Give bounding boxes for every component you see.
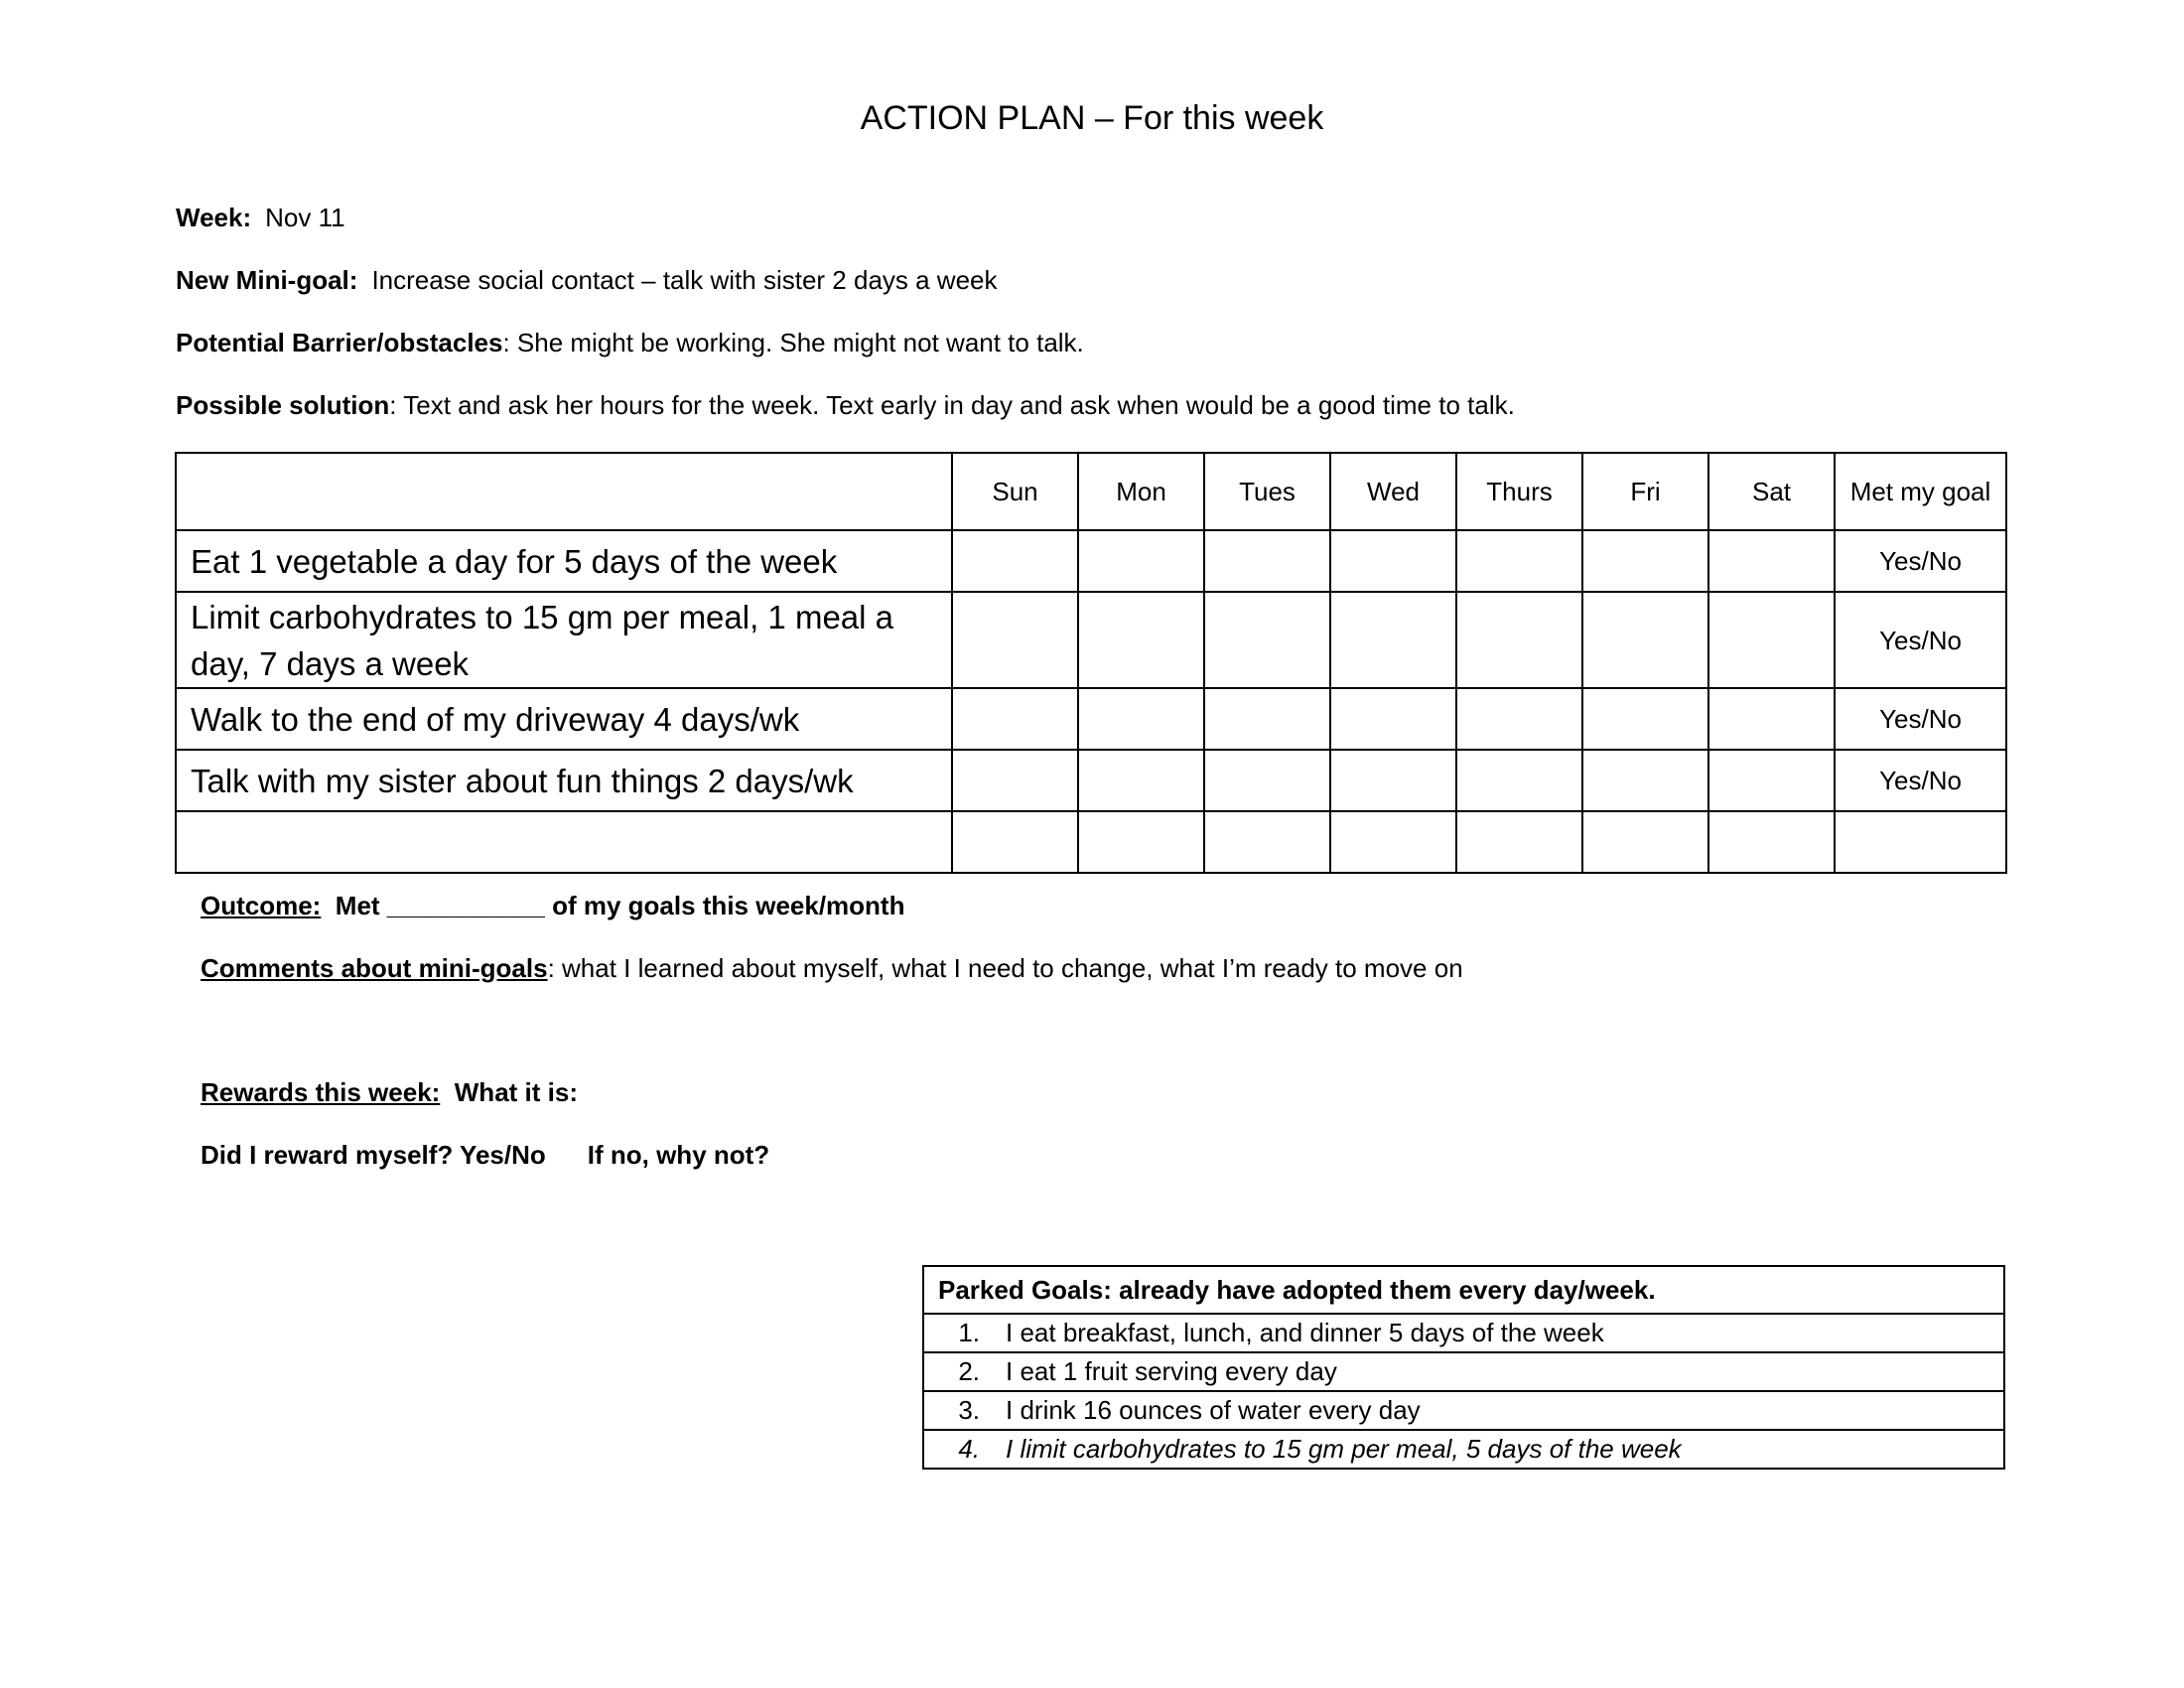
solution-label: Possible solution	[176, 390, 390, 420]
list-text: I limit carbohydrates to 15 gm per meal, 5 days of the week	[1006, 1434, 1682, 1464]
day-cell[interactable]	[1582, 750, 1708, 811]
parked-goals-header: Parked Goals: already have adopted them every day/week.	[923, 1266, 2004, 1314]
table-row	[176, 592, 2006, 688]
barrier-field	[176, 328, 1084, 358]
header-cell-goal	[176, 453, 952, 530]
day-cell[interactable]	[1330, 530, 1456, 592]
parked-goals-table	[922, 1265, 2005, 1470]
table-row	[176, 750, 2006, 811]
reward-followup: If no, why not?	[587, 1140, 770, 1170]
header-met-goal: Met my goal	[1835, 453, 2006, 530]
list-number: 4.	[958, 1434, 980, 1464]
day-cell[interactable]	[1330, 811, 1456, 873]
rewards-text: What it is:	[454, 1077, 578, 1107]
day-cell[interactable]	[1204, 592, 1330, 688]
day-cell[interactable]	[1708, 592, 1835, 688]
header-sun: Sun	[952, 453, 1078, 530]
day-cell[interactable]	[1708, 530, 1835, 592]
mini-goal-field	[176, 265, 998, 296]
list-number: 3.	[958, 1395, 980, 1425]
day-cell[interactable]	[1708, 811, 1835, 873]
goal-tracker-table	[175, 452, 2007, 874]
barrier-value: : She might be working. She might not want to talk.	[502, 328, 1084, 357]
day-cell[interactable]	[1204, 750, 1330, 811]
day-cell[interactable]	[1204, 811, 1330, 873]
list-item	[923, 1352, 2004, 1391]
day-cell[interactable]	[1330, 750, 1456, 811]
header-fri: Fri	[1582, 453, 1708, 530]
rewards-line	[201, 1077, 578, 1108]
header-wed: Wed	[1330, 453, 1456, 530]
list-text: I drink 16 ounces of water every day	[1006, 1395, 1421, 1425]
day-cell[interactable]	[1204, 530, 1330, 592]
week-value: Nov 11	[265, 203, 345, 232]
reward-question: Did I reward myself? Yes/No	[201, 1140, 546, 1170]
day-cell[interactable]	[952, 811, 1078, 873]
day-cell[interactable]	[1078, 592, 1204, 688]
goal-cell: Eat 1 vegetable a day for 5 days of the week	[176, 530, 952, 592]
list-item	[923, 1430, 2004, 1469]
day-cell[interactable]	[1708, 750, 1835, 811]
table-row	[176, 530, 2006, 592]
table-row	[176, 811, 2006, 873]
day-cell[interactable]	[1078, 750, 1204, 811]
goal-cell[interactable]	[176, 811, 952, 873]
day-cell[interactable]	[1582, 530, 1708, 592]
comments-text: : what I learned about myself, what I need to change, what I’m ready to move on	[547, 953, 1463, 983]
met-goal-cell[interactable]: Yes/No	[1835, 688, 2006, 750]
day-cell[interactable]	[952, 530, 1078, 592]
goal-cell: Walk to the end of my driveway 4 days/wk	[176, 688, 952, 750]
day-cell[interactable]	[1456, 811, 1582, 873]
outcome-text: Met ___________ of my goals this week/month	[335, 891, 905, 920]
goal-cell: Talk with my sister about fun things 2 days/wk	[176, 750, 952, 811]
list-text: I eat breakfast, lunch, and dinner 5 days of the week	[1006, 1318, 1604, 1347]
day-cell[interactable]	[952, 750, 1078, 811]
day-cell[interactable]	[1456, 750, 1582, 811]
week-field	[176, 203, 345, 233]
reward-question-line	[201, 1140, 769, 1171]
list-item	[923, 1391, 2004, 1430]
goal-cell: Limit carbohydrates to 15 gm per meal, 1 meal a day, 7 days a week	[176, 592, 952, 688]
day-cell[interactable]	[1078, 688, 1204, 750]
day-cell[interactable]	[1078, 530, 1204, 592]
met-goal-cell[interactable]: Yes/No	[1835, 592, 2006, 688]
day-cell[interactable]	[1456, 530, 1582, 592]
header-mon: Mon	[1078, 453, 1204, 530]
table-header-row	[176, 453, 2006, 530]
solution-value: : Text and ask her hours for the week. Text early in day and ask when would be a good time to talk.	[389, 390, 1515, 420]
day-cell[interactable]	[1456, 592, 1582, 688]
list-number: 2.	[958, 1356, 980, 1386]
header-thurs: Thurs	[1456, 453, 1582, 530]
outcome-label: Outcome:	[201, 891, 322, 920]
page-title: ACTION PLAN – For this week	[860, 99, 1324, 137]
met-goal-cell[interactable]: Yes/No	[1835, 530, 2006, 592]
header-tues: Tues	[1204, 453, 1330, 530]
table-row	[176, 688, 2006, 750]
day-cell[interactable]	[1582, 592, 1708, 688]
header-sat: Sat	[1708, 453, 1835, 530]
day-cell[interactable]	[1204, 688, 1330, 750]
comments-label: Comments about mini-goals	[201, 953, 548, 983]
list-item	[923, 1314, 2004, 1352]
outcome-line	[201, 891, 904, 921]
day-cell[interactable]	[1078, 811, 1204, 873]
solution-field	[176, 390, 1515, 421]
day-cell[interactable]	[1330, 592, 1456, 688]
day-cell[interactable]	[952, 592, 1078, 688]
day-cell[interactable]	[1582, 688, 1708, 750]
day-cell[interactable]	[1330, 688, 1456, 750]
list-text: I eat 1 fruit serving every day	[1006, 1356, 1337, 1386]
met-goal-cell[interactable]	[1835, 811, 2006, 873]
mini-goal-value: Increase social contact – talk with sister 2 days a week	[371, 265, 998, 295]
day-cell[interactable]	[1456, 688, 1582, 750]
week-label: Week:	[176, 203, 252, 232]
rewards-label: Rewards this week:	[201, 1077, 441, 1107]
day-cell[interactable]	[1708, 688, 1835, 750]
comments-line	[201, 953, 1463, 984]
met-goal-cell[interactable]: Yes/No	[1835, 750, 2006, 811]
list-number: 1.	[958, 1318, 980, 1347]
barrier-label: Potential Barrier/obstacles	[176, 328, 503, 357]
mini-goal-label: New Mini-goal:	[176, 265, 358, 295]
day-cell[interactable]	[952, 688, 1078, 750]
day-cell[interactable]	[1582, 811, 1708, 873]
